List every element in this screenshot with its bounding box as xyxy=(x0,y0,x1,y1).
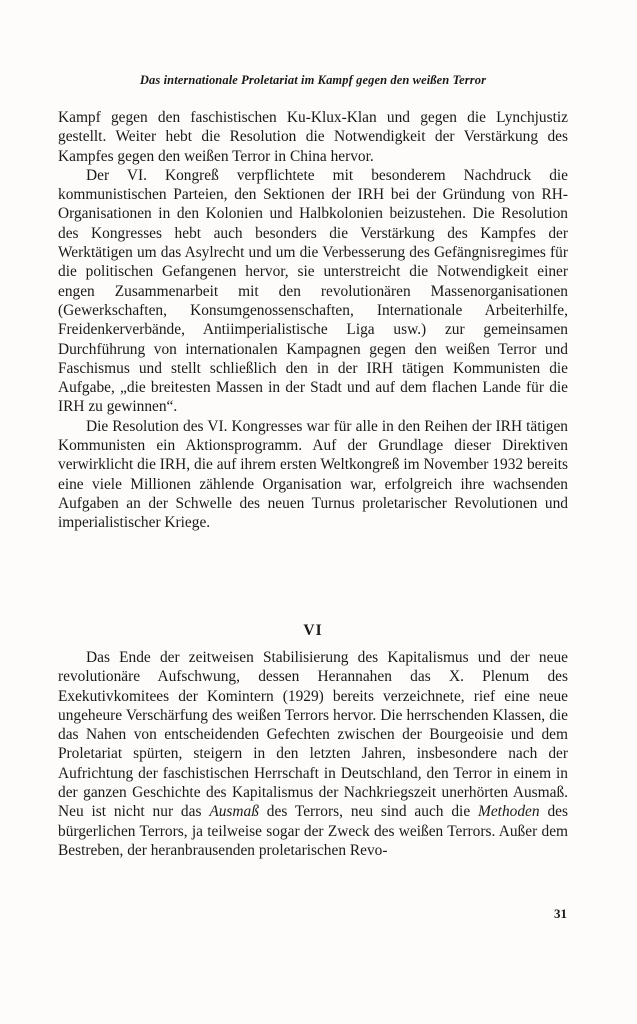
paragraph-text: Das Ende der zeitweisen Stabilisierung des Kapitalismus und der neue revolutionäre Aufschwung, dessen Herannahen das X. Plenum des Exekutivkomitees der Komintern (1929) bereits verzeichnete, rief eine neue ungeheure Verschärfung des weißen Terrors hervor. Die herrschenden Klassen, die das Nahen von entscheidenden Gefechten zwischen der Bourgeoisie und dem Proletariat spürten, steigern in den letzten Jahren, insbesondere nach der Aufrichtung der faschistischen Herrschaft in Deutschland, den Terror in einem in der ganzen Geschichte des Kapitalismus der Nachkriegszeit unerhörten Ausmaß. Neu ist nicht nur das xyxy=(58,649,568,821)
paragraph-text: des bürgerlichen Terrors, ja teilweise sogar der Zweck des weißen Terrors. Außer dem Bestreben, der heranbrausenden proletarischen Revo- xyxy=(58,803,568,859)
paragraph: Der VI. Kongreß verpflichtete mit besonderem Nachdruck die kommunistischen Parteien, den Sektionen der IRH bei der Gründung von RH-Organisationen in den Kolonien und Halbkolonien beizustehen. Die Resolution des Kongresses hebt auch besonders die Verstärkung des Kampfes der Werktätigen um das Asylrecht und um die Verbesserung des Gefängnisregimes für die politischen Gefangenen hervor, sie unterstreicht die Notwendigkeit einer engen Zusammenarbeit mit den revolutionären Massenorganisationen (Gewerkschaften, Konsumgenossenschaften, Internationale Arbeiterhilfe, Freidenkerverbände, Antiimperialistische Liga usw.) zur gemeinsamen Durchführung von internationalen Kampagnen gegen den weißen Terror und Faschismus und stellt schließlich den in der IRH tätigen Kommunisten die Aufgabe, „die breitesten Massen in der Stadt und auf dem flachen Lande für die IRH zu gewinnen“. xyxy=(58,166,568,416)
text-block-after-section xyxy=(58,648,568,860)
paragraph xyxy=(58,648,568,860)
paragraph: Die Resolution des VI. Kongresses war für alle in den Reihen der IRH tätigen Kommunisten ein Aktionsprogramm. Auf der Grundlage dieser Direktiven verwirklicht die IRH, die auf ihrem ersten Weltkongreß im November 1932 bereits eine viele Millionen zählende Organisation war, erfolgreich ihre wachsenden Aufgaben an der Schwelle des neuen Turnus proletarischer Revolutionen und imperialistischer Kriege. xyxy=(58,417,568,532)
emphasized-text: Methoden xyxy=(478,803,540,821)
paragraph: Kampf gegen den faschistischen Ku-Klux-Klan und gegen die Lynchjustiz gestellt. Weiter hebt die Resolution die Notwendigkeit der Verstärkung des Kampfes gegen den weißen Terror in China hervor. xyxy=(58,109,568,165)
running-header: Das internationale Proletariat im Kampf gegen den weißen Terror xyxy=(139,73,487,87)
text-block-before-section xyxy=(58,108,568,533)
page-number: 31 xyxy=(554,906,567,921)
emphasized-text: Ausmaß xyxy=(209,803,259,821)
section-heading: VI xyxy=(303,622,323,639)
paragraph-text: des Terrors, neu sind auch die xyxy=(266,803,471,821)
